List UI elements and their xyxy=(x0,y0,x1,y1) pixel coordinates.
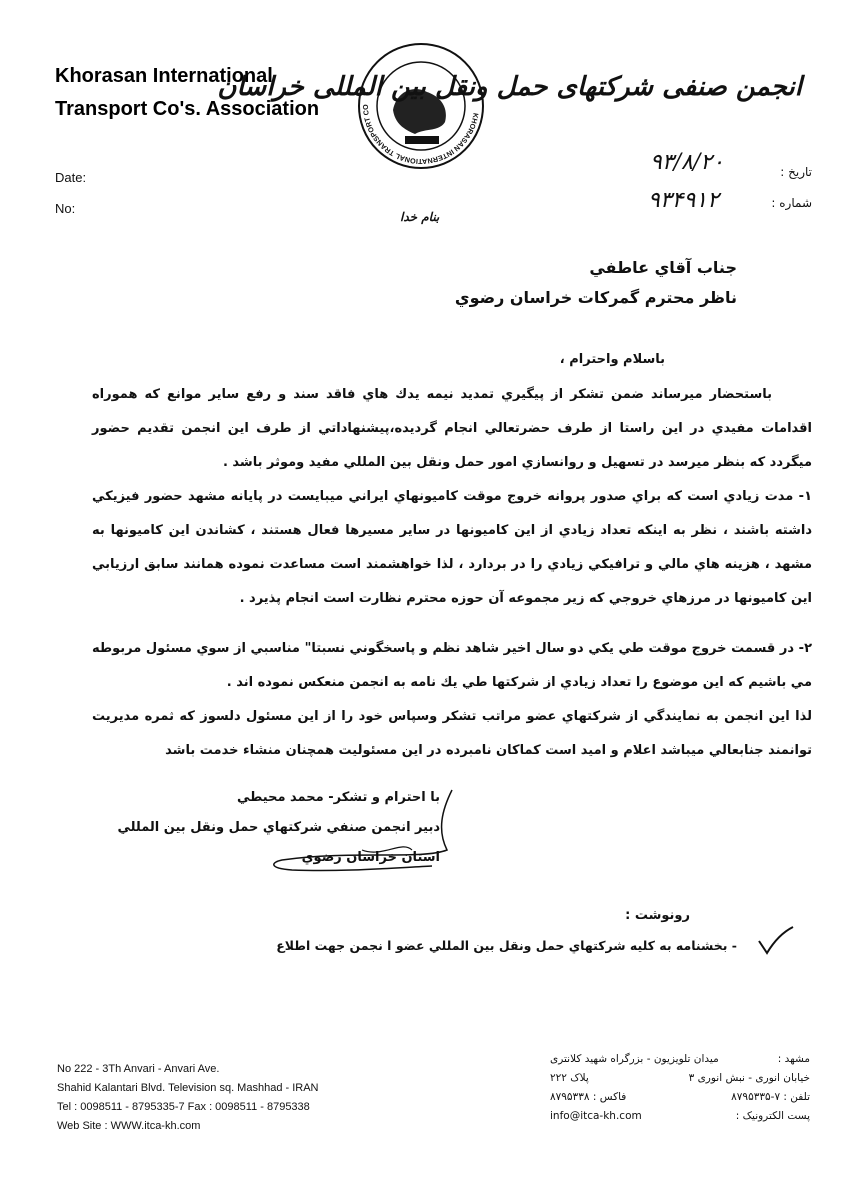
footer-en-line2: Shahid Kalantari Blvd. Television sq. Mashhad - IRAN xyxy=(57,1082,319,1094)
footer-en-line4: Web Site : WWW.itca-kh.com xyxy=(57,1120,201,1132)
footer-en-line1: No 222 - 3Th Anvari - Anvari Ave. xyxy=(57,1063,220,1075)
body-paragraph-2: ۱- مدت زيادي است كه براي صدور پروانه خروج موقت كاميونهاي ايراني ميبايست در پايانه مشهد حضور فيزيكي داشته باشند ، نظر به اينكه تعداد زيادي از اين كاميونها در ساير مسيرها فعال هستند ، كشاندن اين كاميونها به مشهد ، هزينه هاي مالي و ترافيكي زيادي را در بردارد ، لذا خواهشمند است مساعدت نموده همانند سابق ارزيابي اين كاميونها در مرزهاي خروجي كه زير مجموعه آن حوزه محترم نظارت است انجام پذيرد . xyxy=(92,489,812,606)
footer-fa-email[interactable]: info@itca-kh.com xyxy=(550,1110,642,1122)
signature-line2: دبير انجمن صنفي شركتهاي حمل ونقل بين المللي xyxy=(117,820,440,835)
bismillah: بنام خدا xyxy=(400,210,440,224)
date-label-fa: تاریخ : xyxy=(780,165,812,179)
body-paragraph-3: ۲- در قسمت خروج موقت طي يكي دو سال اخير شاهد نظم و پاسخگوني نسبتا" مناسبي از سوي مسئول مربوطه مي باشيم كه اين موضوع را تعداد زيادي از شركتها طي يك نامه به انجمن منعكس نموده اند . xyxy=(92,641,812,690)
date-label: Date: xyxy=(55,170,87,185)
footer-fa-plate: پلاک ۲۲۲ xyxy=(550,1072,589,1084)
handwritten-signature xyxy=(262,780,462,880)
footer-fa-line1: میدان تلویزیون - بزرگراه شهید کلانتری xyxy=(550,1053,719,1065)
signature-line1: با احترام و تشكر- محمد محيطي xyxy=(236,790,440,805)
footer-fa-email-label: پست الکترونیک : xyxy=(735,1110,810,1122)
footer-address-fa xyxy=(550,1050,810,1126)
body-paragraph-4: لذا اين انجمن به نمايندگي از شركتهاي عضو مراتب تشكر وسپاس خود را از اين مسئول دلسوز كه ثمره مديريت توانمند جنابعالي ميباشد اعلام و اميد است كماكان نامبرده در اين مسئوليت همچنان منشاء خدمت باشد xyxy=(92,709,812,758)
cc-label: رونوشت : xyxy=(625,908,690,923)
greeting: باسلام واحترام ، xyxy=(559,352,665,367)
footer-fa-city-label: مشهد : xyxy=(777,1053,810,1065)
association-logo xyxy=(355,40,487,172)
org-name-en-line2: Transport Co's. Association xyxy=(55,98,320,120)
footer-fa-street: خیابان انوری - نبش انوری ۳ xyxy=(688,1072,810,1084)
footer-fa-tel: تلفن : ۷-۸۷۹۵۳۳۵ xyxy=(731,1091,810,1103)
org-name-en-line1: Khorasan International xyxy=(55,65,273,87)
number-value: ۹۳۴۹۱۲ xyxy=(648,188,719,213)
checkmark-icon xyxy=(755,925,795,961)
cc-item: - بخشنامه به كليه شركتهاي حمل ونقل بين المللي عضو ا نجمن جهت اطلاع xyxy=(276,938,737,953)
org-name-fa: انجمن صنفی شرکتهای حمل ونقل بین المللی خراسان xyxy=(217,72,802,102)
no-label: No: xyxy=(55,201,76,216)
addressee-title: ناظر محترم گمركات خراسان رضوي xyxy=(454,288,737,307)
signature-line3: استان خراسان رضوي xyxy=(301,850,440,865)
footer-en-line3: Tel : 0098511 - 8795335-7 Fax : 0098511 - 8795338 xyxy=(57,1101,310,1113)
footer-address-en xyxy=(57,1060,319,1136)
body-paragraph-1: باستحضار ميرساند ضمن تشكر از پيگيري تمديد نيمه يدك هاي فاقد سند و رفع ساير موانع كه هموراه اقدامات مفيدي در اين راستا از طرف حضرتعالي انجام گرديده،پيشنهاداتي از طرف اين انجمن تقديم حضور ميگردد كه بنظر ميرسد در تسهيل و روانسازي امور حمل ونقل بين المللي مفيد وموثر باشد . xyxy=(92,387,812,470)
addressee-name: جناب آقاي عاطفي xyxy=(589,258,737,277)
date-value: ۹۳/۸/۲۰ xyxy=(650,150,724,175)
footer-fa-fax: فاکس : ۸۷۹۵۳۳۸ xyxy=(550,1091,627,1103)
svg-text:KHORASAN INTERNATIONAL TRANSPO: KHORASAN INTERNATIONAL TRANSPORT CO xyxy=(360,104,481,167)
number-label-fa: شماره : xyxy=(771,196,812,210)
